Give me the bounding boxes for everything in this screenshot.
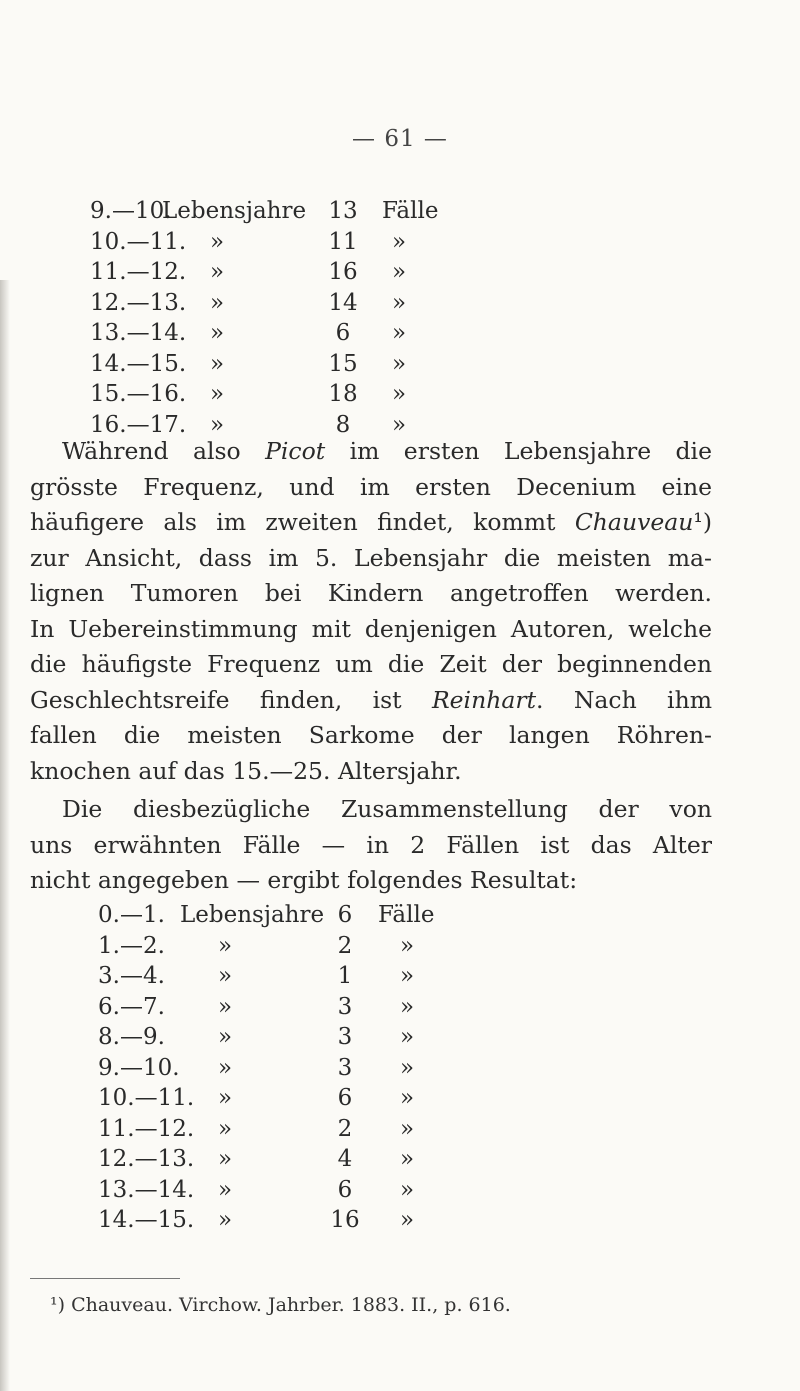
ditto-cell: » [210,228,225,255]
ditto-cell: » [400,1176,415,1203]
count-cell: 15 [328,350,358,377]
ditto-cell: » [218,993,233,1020]
text-run: . Nach ihm [536,685,712,714]
ditto-cell: » [392,411,407,438]
ditto-cell: » [218,963,233,989]
text-run: grösste Frequenz, und im ersten Decenium eine [30,472,712,501]
count-cell: 14 [328,289,358,316]
text-run: fallen die meisten Sarkome der langen Röhren- [30,721,712,749]
text-run: im ersten Lebensjahre die [325,437,712,465]
text-line: uns erwähnten Fälle — in 2 Fällen ist das Alter [30,830,712,859]
range-cell: 14.—15. [90,350,187,377]
range-cell: 9.—10. [98,1054,180,1081]
range-cell: 13.—14. [90,320,187,346]
ditto-cell: » [400,1085,415,1111]
text-run: knochen auf das 15.—25. Altersjahr. [30,756,462,785]
text-run: Während also [62,437,266,465]
author-name: Picot [265,437,326,465]
range-cell: 10.—11. [90,228,187,255]
author-name: Reinhart [431,685,537,714]
count-cell: 6 [337,1176,353,1203]
unit-cell: Fälle [382,198,439,224]
count-cell: 16 [330,1207,360,1233]
ditto-cell: » [218,1024,233,1050]
count-cell: 13 [328,198,358,224]
count-cell: 6 [337,902,353,928]
count-cell: 16 [328,259,358,285]
text-line [30,576,712,612]
text-line: nicht angegeben — ergibt folgendes Resultat: [30,866,578,894]
text-line [30,718,712,754]
range-cell: 10.—11. [98,1085,195,1111]
ditto-cell: » [400,932,415,959]
range-cell: 3.—4. [98,963,165,989]
ditto-cell: » [218,1054,233,1081]
count-cell: 11 [328,228,358,255]
paragraph-1 [30,434,712,789]
count-cell: 4 [337,1146,353,1172]
ditto-cell: » [210,289,225,316]
ditto-cell: » [400,1146,415,1172]
ditto-cell: » [400,1115,415,1142]
count-cell: 8 [335,411,351,438]
ditto-cell: » [218,932,233,959]
text-run: häufigere als im zweiten findet, kommt [30,508,575,536]
range-cell: 14.—15. [98,1207,195,1233]
range-cell: 11.—12. [90,259,187,285]
count-cell: 3 [337,993,353,1020]
footnote-rule [30,1278,180,1279]
count-cell: 3 [337,1024,353,1050]
count-cell: 18 [328,381,358,407]
ditto-cell: » [400,1024,415,1050]
range-cell: 11.—12. [98,1115,195,1142]
text-run: In Uebereinstimmung mit denjenigen Autoren, welche [30,614,712,643]
text-run: lignen Tumoren bei Kindern angetroffen werden. [30,579,712,607]
ditto-cell: » [218,1115,233,1142]
text-run: zur Ansicht, dass im 5. Lebensjahr die meisten ma- [30,543,712,572]
ditto-cell: » [400,1207,415,1233]
range-cell: 9.—10. [90,198,172,224]
ditto-cell: » [392,320,407,346]
text-line [30,434,712,470]
text-line [30,683,712,719]
unit-cell: Fälle [378,902,435,928]
range-cell: 16.—17. [90,411,187,438]
page-number: — 61 — [352,126,448,152]
ditto-cell: » [218,1085,233,1111]
text-line: Die diesbezügliche Zusammenstellung der von [62,795,712,823]
ditto-cell: » [400,1054,415,1081]
range-cell: 12.—13. [90,289,187,316]
ditto-cell: » [210,320,225,346]
text-run: Geschlechtsreife finden, ist [30,685,432,714]
ditto-cell: » [210,259,225,285]
range-cell: 0.—1. [98,902,165,928]
count-cell: 6 [337,1085,353,1111]
ditto-cell: » [218,1146,233,1172]
range-cell: 1.—2. [98,932,165,959]
count-cell: 3 [337,1054,353,1081]
ditto-cell: » [392,381,407,407]
text-line [30,541,712,577]
ditto-cell: » [218,1176,233,1203]
count-cell: 2 [337,1115,353,1142]
label-cell: Lebensjahre [162,198,307,224]
count-cell: 1 [337,963,353,989]
range-cell: 15.—16. [90,381,187,407]
count-cell: 6 [335,320,351,346]
range-cell: 13.—14. [98,1176,195,1203]
author-name: Chauveau [574,508,694,536]
range-cell: 12.—13. [98,1146,195,1172]
ditto-cell: » [392,350,407,377]
range-cell: 6.—7. [98,993,165,1020]
label-cell: Lebensjahre [180,902,325,928]
paragraph-2 [30,792,712,899]
page-edge-shadow [0,280,10,1391]
text-line [30,647,712,683]
ditto-cell: » [210,411,225,438]
text-line [30,505,712,541]
ditto-cell: » [392,228,407,255]
ditto-cell: » [392,289,407,316]
ditto-cell: » [400,993,415,1020]
range-cell: 8.—9. [98,1024,165,1050]
ditto-cell: » [218,1207,233,1233]
text-run: ¹) [693,508,712,536]
text-run: die häufigste Frequenz um die Zeit der beginnenden [30,650,712,678]
ditto-cell: » [400,963,415,989]
ditto-cell: » [210,350,225,377]
footnote: ¹) Chauveau. Virchow. Jahrber. 1883. II., p. 616. [50,1294,511,1316]
text-line [30,470,712,506]
text-line [30,612,712,648]
ditto-cell: » [210,381,225,407]
text-line [30,754,712,790]
count-cell: 2 [337,932,353,959]
ditto-cell: » [392,259,407,285]
